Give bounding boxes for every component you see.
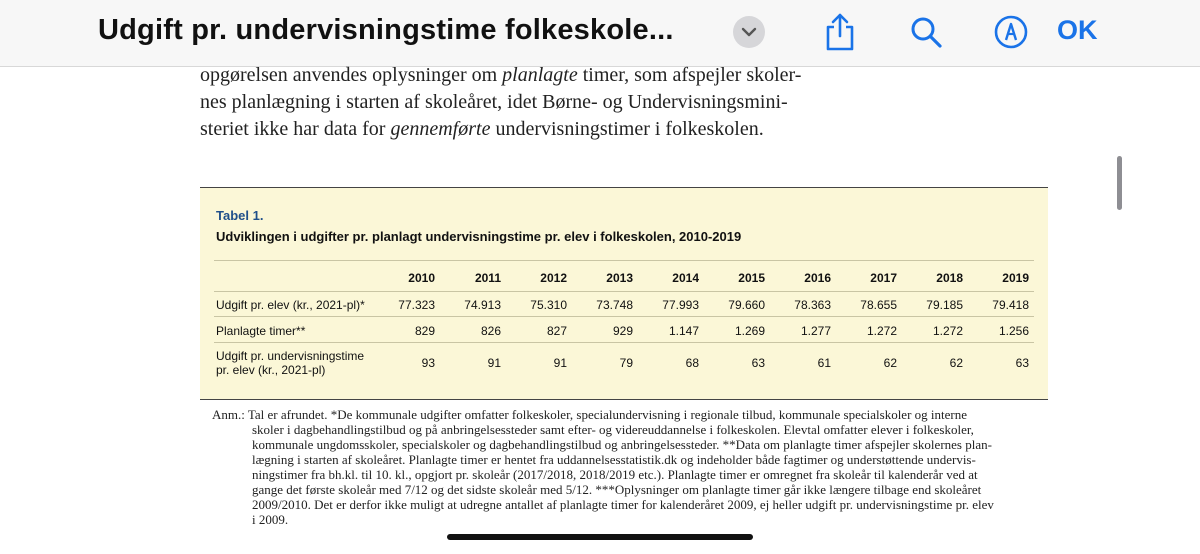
note-line: Anm.: Tal er afrundet. *De kommunale udgifter omfatter folkeskoler, specialundervisning i regionale tilbud, kommunale specialskoler og interne: [212, 407, 967, 422]
year-header: 2014: [672, 271, 699, 285]
table-divider: [214, 260, 1034, 261]
note-line: skoler i dagbehandlingstilbud og på anbringelsessteder samt efter- og videreuddannelse i folkeskolen. Elevtal omfatter elever i folkeskoler,: [252, 422, 974, 437]
chevron-down-icon: [741, 27, 757, 37]
table-cell: 77.323: [398, 298, 435, 312]
table-cell: 68: [685, 356, 699, 370]
table-cell: 74.913: [464, 298, 501, 312]
row-label: Udgift pr. elev (kr., 2021-pl)*: [216, 298, 365, 312]
note-line: lægning i starten af skoleåret. Planlagte timer er hentet fra uddannelsesstatistik.dk og indeholder både fagtimer og understøttende undervis-: [252, 452, 976, 467]
scrollbar-thumb[interactable]: [1117, 156, 1122, 210]
table-cell: 79: [619, 356, 633, 370]
body-emphasis: gennemførte: [390, 118, 491, 140]
ok-button[interactable]: OK: [1057, 15, 1098, 45]
year-header: 2017: [870, 271, 897, 285]
table-cell: 79.185: [926, 298, 963, 312]
body-text: steriet ikke har data for: [200, 118, 391, 140]
table-cell: 827: [546, 324, 567, 338]
table-cell: 75.310: [530, 298, 567, 312]
table-cell: 91: [487, 356, 501, 370]
document-title[interactable]: Udgift pr. undervisningstime folkeskole...: [98, 14, 674, 46]
body-text: undervisningstimer i folkeskolen.: [490, 118, 764, 140]
search-icon: [908, 14, 944, 50]
share-button[interactable]: [820, 12, 860, 52]
table-cell: 62: [883, 356, 897, 370]
table-divider: [214, 291, 1034, 292]
body-text: timer, som afspejler skoler-: [577, 64, 802, 86]
table-cell: 61: [817, 356, 831, 370]
body-paragraph: [200, 62, 820, 143]
home-indicator[interactable]: [447, 534, 753, 540]
table-notes: [212, 407, 1032, 527]
year-header: 2019: [1002, 271, 1029, 285]
table-cell: 1.272: [866, 324, 897, 338]
table-cell: 78.655: [860, 298, 897, 312]
table-label: Tabel 1.: [216, 208, 264, 223]
table-cell: 1.277: [800, 324, 831, 338]
year-header: 2011: [474, 271, 501, 285]
data-table: [200, 187, 1048, 400]
body-emphasis: planlagte: [502, 64, 578, 86]
markup-icon: [992, 13, 1030, 51]
table-cell: 93: [421, 356, 435, 370]
table-cell: 79.418: [992, 298, 1029, 312]
table-cell: 78.363: [794, 298, 831, 312]
body-line-2: nes planlægning i starten af skoleåret, idet Børne- og Undervisningsmini-: [200, 91, 788, 113]
table-cell: 77.993: [662, 298, 699, 312]
table-title: Udviklingen i udgifter pr. planlagt undervisningstime pr. elev i folkeskolen, 2010-2019: [216, 229, 742, 244]
body-text: opgørelsen anvendes oplysninger om: [200, 64, 503, 86]
title-menu-button[interactable]: [733, 16, 765, 48]
table-divider: [214, 316, 1034, 317]
table-cell: 62: [949, 356, 963, 370]
body-line-1: [200, 62, 820, 89]
table-cell: 1.147: [668, 324, 699, 338]
table-cell: 829: [414, 324, 435, 338]
table-cell: 73.748: [596, 298, 633, 312]
markup-button[interactable]: [991, 12, 1031, 52]
table-cell: 929: [612, 324, 633, 338]
table-cell: 826: [480, 324, 501, 338]
row-label: pr. elev (kr., 2021-pl): [216, 363, 326, 377]
year-header: 2010: [408, 271, 435, 285]
year-header: 2012: [540, 271, 567, 285]
top-toolbar: [0, 0, 1200, 67]
note-line: ningstimer fra bh.kl. til 10. kl., opgjort pr. skoleår (2017/2018, 2018/2019 etc.). Planlagte timer er omregnet fra skoleår til kalenderår ved at: [252, 467, 978, 482]
year-header: 2016: [804, 271, 831, 285]
search-button[interactable]: [906, 12, 946, 52]
year-header: 2018: [936, 271, 963, 285]
year-header: 2013: [606, 271, 633, 285]
row-label: Udgift pr. undervisningstime: [216, 349, 365, 363]
table-cell: 79.660: [728, 298, 765, 312]
note-line: gange det første skoleår med 7/12 og det sidste skoleår med 5/12. ***Oplysninger om planlagte timer går ikke længere tilbage end skoleåret: [252, 482, 982, 497]
table-cell: 1.269: [734, 324, 765, 338]
share-icon: [823, 12, 857, 52]
table-cell: 63: [751, 356, 765, 370]
year-header: 2015: [738, 271, 765, 285]
table-divider: [214, 342, 1034, 343]
body-line-3: [200, 116, 820, 143]
row-label: Planlagte timer**: [216, 324, 306, 338]
note-line: kommunale ungdomsskoler, specialskoler og dagbehandlingstilbud og anbringelsessteder. **Data om planlagte timer afspejler skolernes plan-: [252, 437, 992, 452]
note-line: 2009/2010. Det er derfor ikke muligt at udregne antallet af planlagte timer for kalenderåret 2009, ej heller udgift pr. undervisningstime pr. elev: [252, 497, 994, 512]
table-cell: 1.272: [932, 324, 963, 338]
table-cell: 1.256: [998, 324, 1029, 338]
note-line: i 2009.: [252, 512, 289, 527]
table-cell: 63: [1015, 356, 1029, 370]
table-cell: 91: [553, 356, 567, 370]
